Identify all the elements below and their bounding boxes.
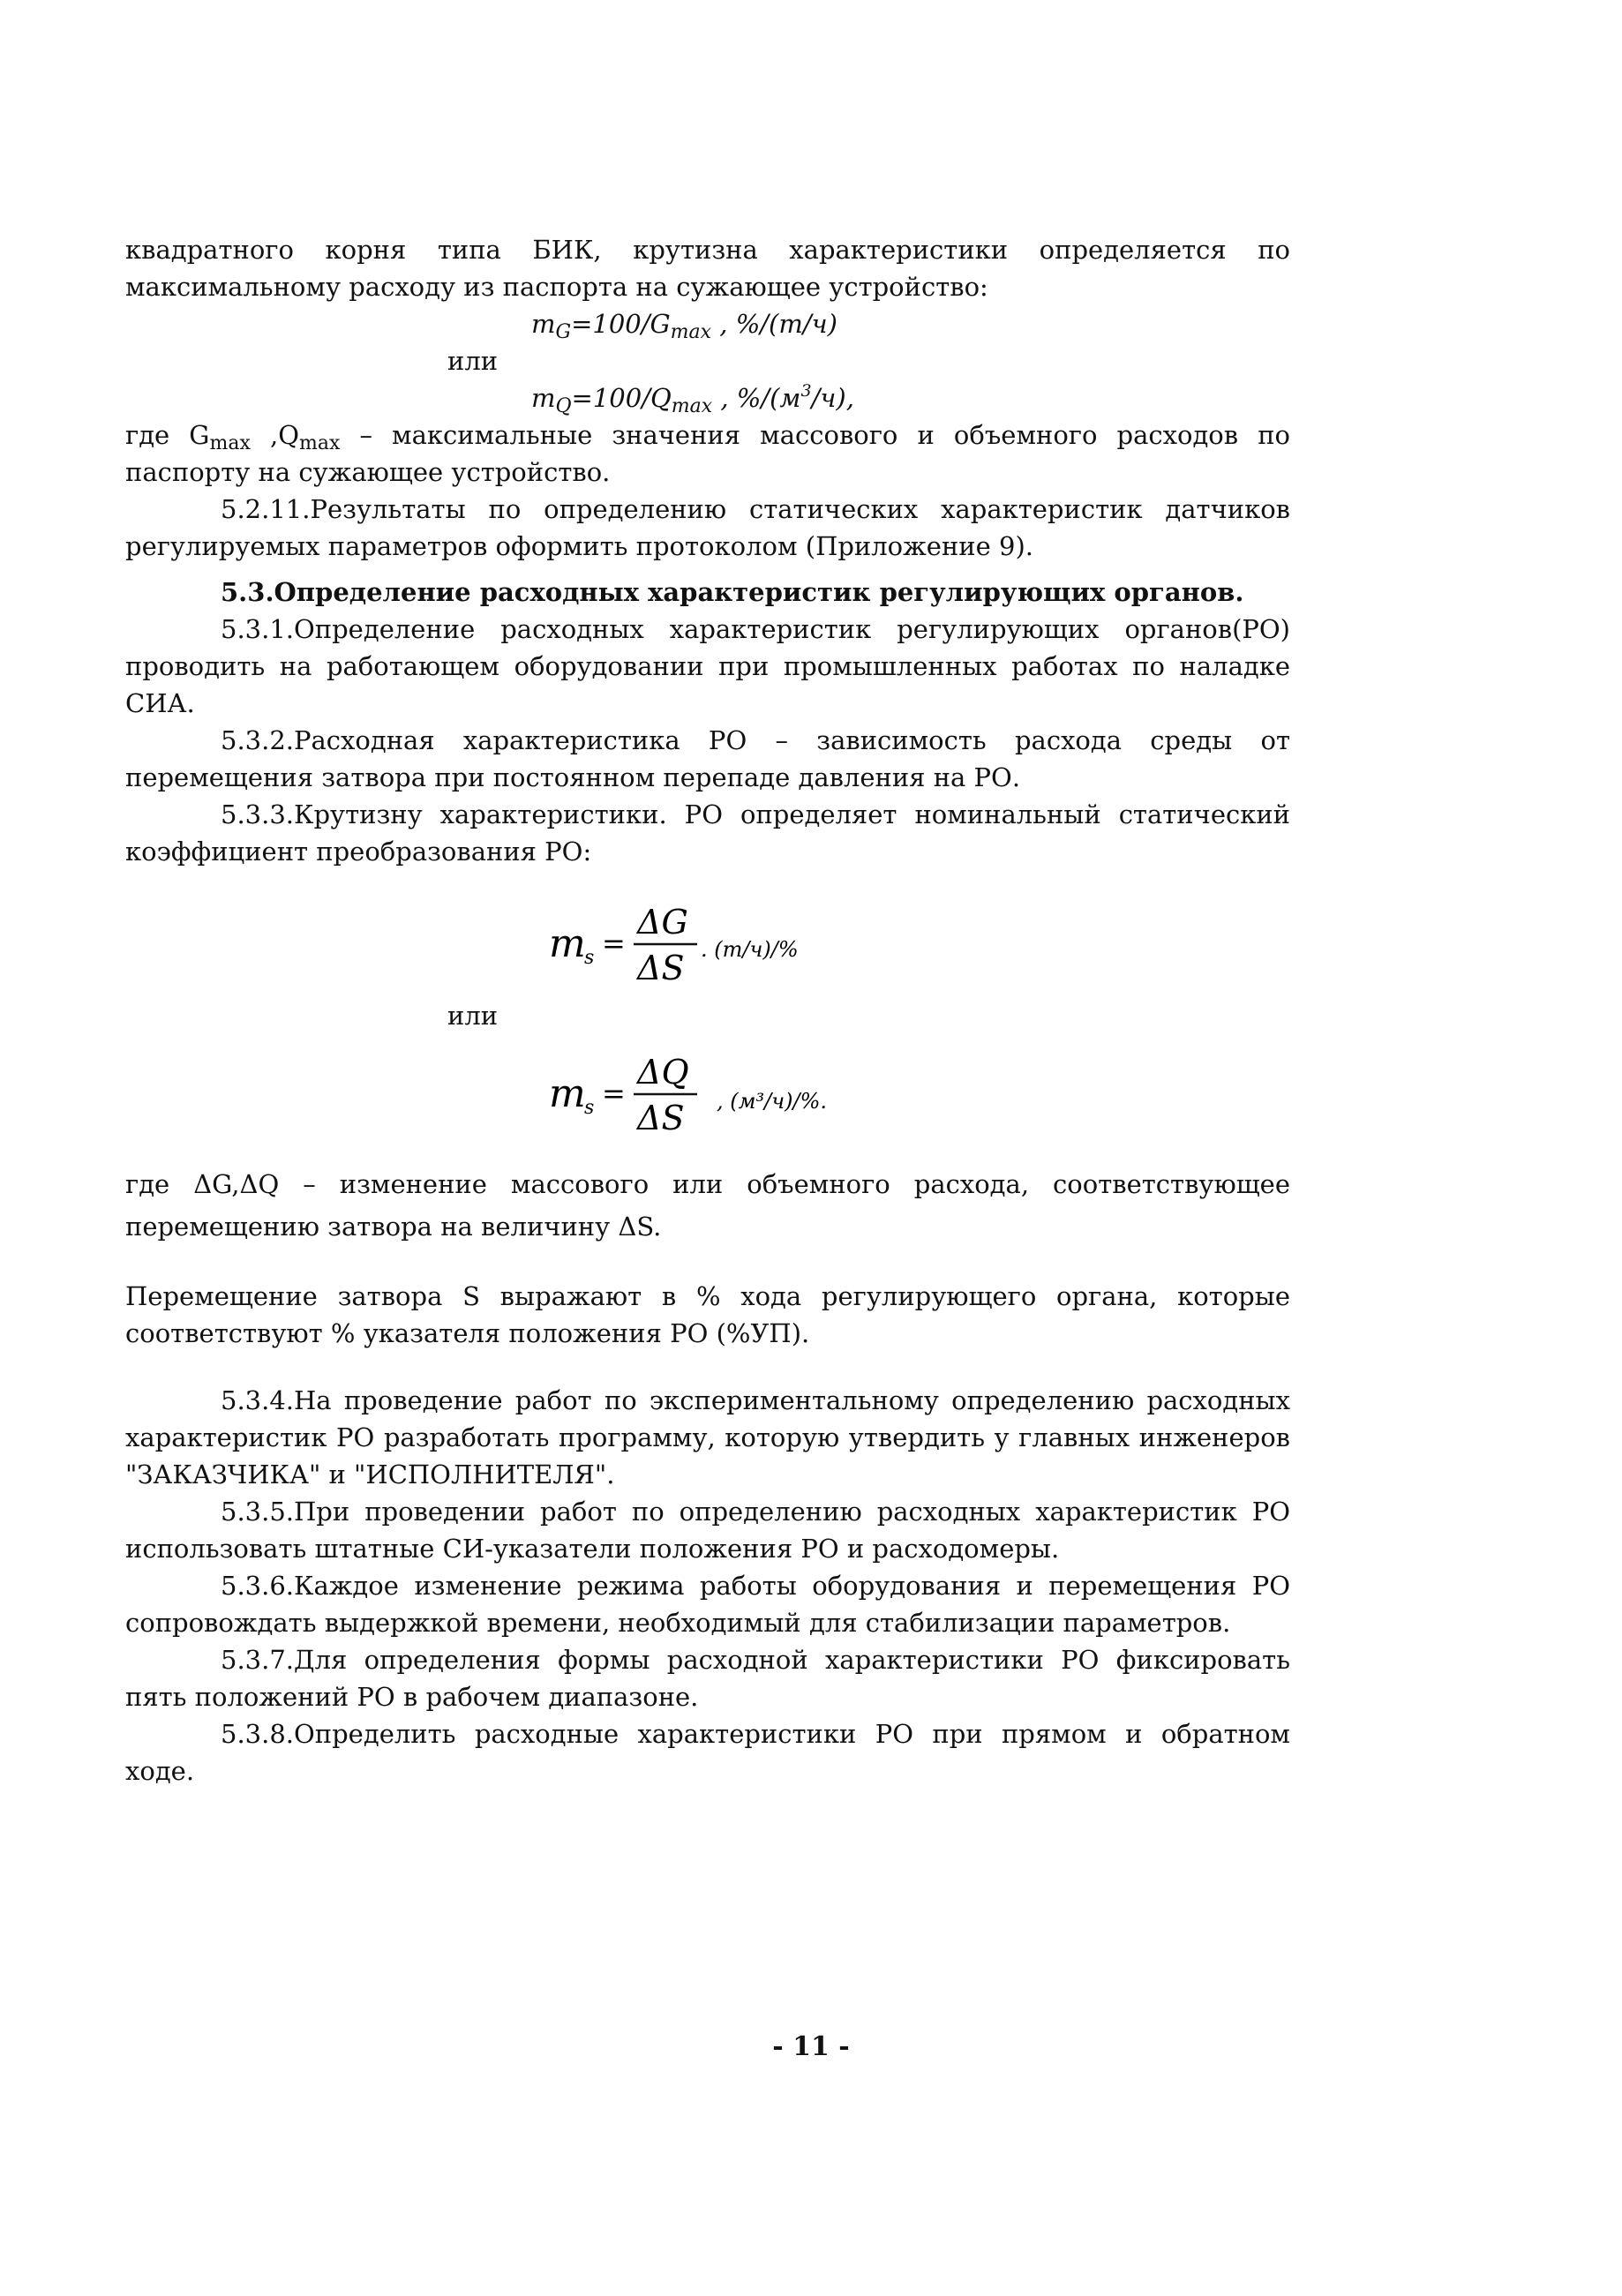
- page-number: - 11 -: [772, 2031, 850, 2062]
- formula-ms-dq-svg: [540, 1050, 911, 1147]
- paragraph-5-3-8: 5.3.8.Определить расходные характеристики РО при прямом и обратном ходе.: [125, 1719, 1290, 1786]
- ms2-den: ΔS: [637, 1099, 685, 1137]
- ms-den: ΔS: [637, 949, 685, 987]
- paragraph-5-3-5: 5.3.5.При проведении работ по определению расходных характеристик РО использовать штатные СИ-указатели положения РО и расходомеры.: [125, 1497, 1290, 1564]
- ms2-lhs: m: [549, 1071, 586, 1116]
- formula-ms-dq: [125, 1050, 1290, 1147]
- ms2-num: ΔQ: [637, 1053, 689, 1092]
- where-dg-paragraph: где ΔG,ΔQ – изменение массового или объемного расхода, соответствующее перемещению затвора на величину ΔS.: [125, 1169, 1290, 1242]
- paragraph-5-2-11: 5.2.11.Результаты по определению статических характеристик датчиков регулируемых параметров оформить протоколом (Приложение 9).: [125, 494, 1290, 561]
- or-label-2: или: [447, 1001, 499, 1031]
- section-5-3-heading: 5.3.Определение расходных характеристик регулирующих органов.: [221, 577, 1244, 607]
- paragraph-5-3-7: 5.3.7.Для определения формы расходной характеристики РО фиксировать пять положений РО в рабочем диапазоне.: [125, 1645, 1290, 1712]
- ms-num: ΔG: [637, 903, 688, 942]
- where-gmax-paragraph: где $G_{max}$ $,Q_{max}$ – максимальные значения массового и объемного расходов по паспорту на сужающее устройство.: [125, 420, 1290, 487]
- formula-mq: $m_Q=100/Q_{max}$ , $\%/(м^3/ч)$,: [531, 381, 854, 417]
- formula-ms-dg-svg: [540, 900, 858, 997]
- ms-lhs-sub: s: [584, 947, 595, 969]
- ms2-lhs-sub: s: [584, 1097, 595, 1119]
- ms2-unit: , (м³/ч)/%.: [717, 1089, 828, 1114]
- ms2-eq: =: [602, 1077, 626, 1110]
- paragraph-5-3-2: 5.3.2.Расходная характеристика РО – зависимость расхода среды от перемещения затвора при постоянном перепаде давления на РО.: [125, 725, 1290, 792]
- paragraph-5-3-1: 5.3.1.Определение расходных характеристик регулирующих органов(РО) проводить на работающем оборудовании при промышленных работах по наладке СИА.: [125, 614, 1290, 718]
- paragraph-5-3-6: 5.3.6.Каждое изменение режима работы оборудования и перемещения РО сопровождать выдержкой времени, необходимый для стабилизации параметров.: [125, 1571, 1290, 1638]
- paragraph-5-3-3: 5.3.3.Крутизну характеристики. РО определяет номинальный статический коэффициент преобразования РО:: [125, 799, 1290, 867]
- paragraph-5-3-4: 5.3.4.На проведение работ по экспериментальному определению расходных характеристик РО разработать программу, которую утвердить у главных инженеров "ЗАКАЗЧИКА" и "ИСПОЛНИТЕЛЯ".: [125, 1385, 1290, 1489]
- ms-unit: . (т/ч)/%: [701, 937, 799, 962]
- document-page: [125, 231, 1290, 1790]
- formula-ms-dg: [125, 900, 1290, 997]
- or-label-1: или: [447, 346, 499, 376]
- formula-mg: $m_G=100/G_{max}$ , %/(т/ч): [531, 309, 837, 343]
- ms-lhs: m: [549, 921, 586, 966]
- ms-eq: =: [602, 927, 626, 960]
- movement-paragraph: Перемещение затвора S выражают в % хода регулирующего органа, которые соответствуют % указателя положения РО (%УП).: [125, 1281, 1290, 1348]
- intro-paragraph: квадратного корня типа БИК, крутизна характеристики определяется по максимальному расходу из паспорта на сужающее устройство:: [125, 235, 1290, 302]
